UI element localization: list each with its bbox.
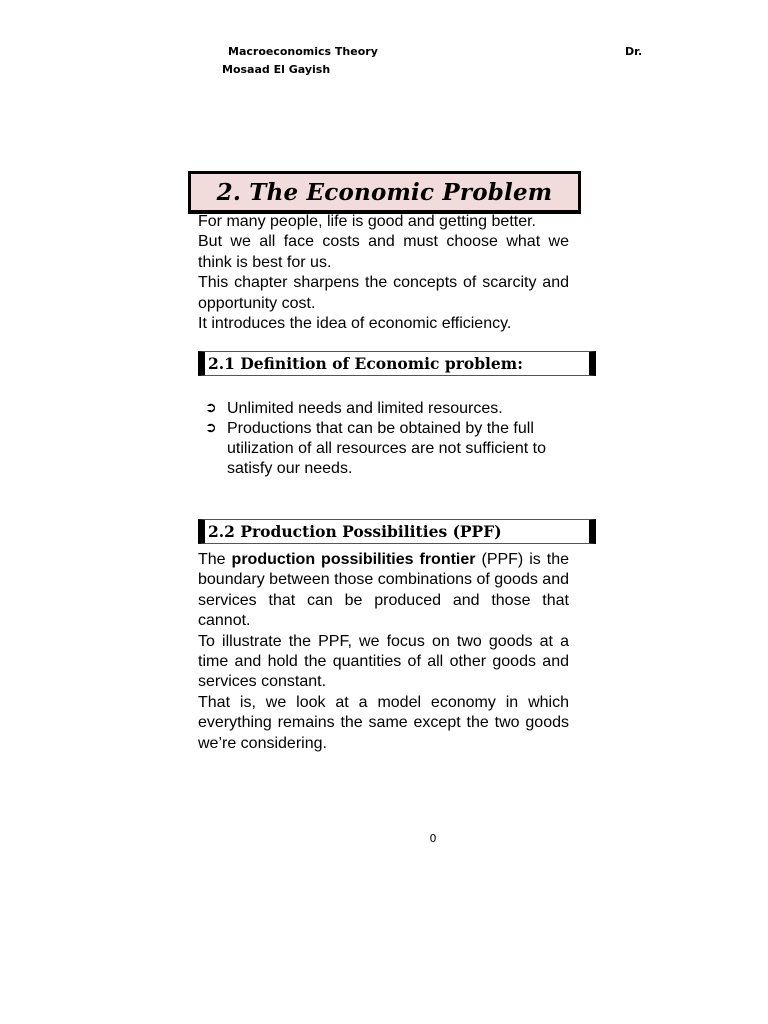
intro-line: For many people, life is good and getting better. xyxy=(198,213,536,230)
text-run: The xyxy=(198,551,232,568)
chapter-title: 2. The Economic Problem xyxy=(216,178,553,206)
header-author: Mosaad El Gayish xyxy=(222,63,331,76)
section-heading: 2.2 Production Possibilities (PPF) xyxy=(208,522,502,541)
section-heading-box xyxy=(198,351,596,376)
header-title-prefix: Dr. xyxy=(625,45,643,58)
arrow-curved-right-icon: ➲ xyxy=(205,420,217,437)
intro-line: This chapter sharpens the concepts of scarcity and opportunity cost. xyxy=(198,274,569,312)
intro-paragraph xyxy=(198,212,569,334)
ppf-model: That is, we look at a model economy in which everything remains the same except the two goods we’re considering. xyxy=(198,693,569,752)
bullet-text: Unlimited needs and limited resources. xyxy=(227,400,503,417)
page-number: 0 xyxy=(429,832,437,845)
intro-line: But we all face costs and must choose what we think is best for us. xyxy=(198,233,569,271)
bullet-text: Productions that can be obtained by the full utilization of all resources are not sufficient to satisfy our needs. xyxy=(227,420,546,477)
bullet-list xyxy=(205,399,575,479)
intro-line: It introduces the idea of economic efficiency. xyxy=(198,315,512,333)
ppf-definition xyxy=(198,550,569,632)
text-run: (PPF) is the boundary between those combinations of goods and services that can be produced and those that cannot. xyxy=(198,551,570,630)
arrow-curved-right-icon: ➲ xyxy=(205,400,217,416)
ppf-term: production possibilities frontier xyxy=(231,551,476,568)
chapter-title-box xyxy=(188,171,581,214)
ppf-illustration: To illustrate the PPF, we focus on two goods at a time and hold the quantities of all other goods and services constant. xyxy=(198,632,569,691)
list-item xyxy=(205,419,575,478)
header-course: Macroeconomics Theory xyxy=(228,45,378,58)
ppf-paragraph xyxy=(198,550,569,754)
section-heading-box xyxy=(198,519,596,544)
list-item xyxy=(205,399,575,419)
section-heading: 2.1 Definition of Economic problem: xyxy=(208,354,523,373)
